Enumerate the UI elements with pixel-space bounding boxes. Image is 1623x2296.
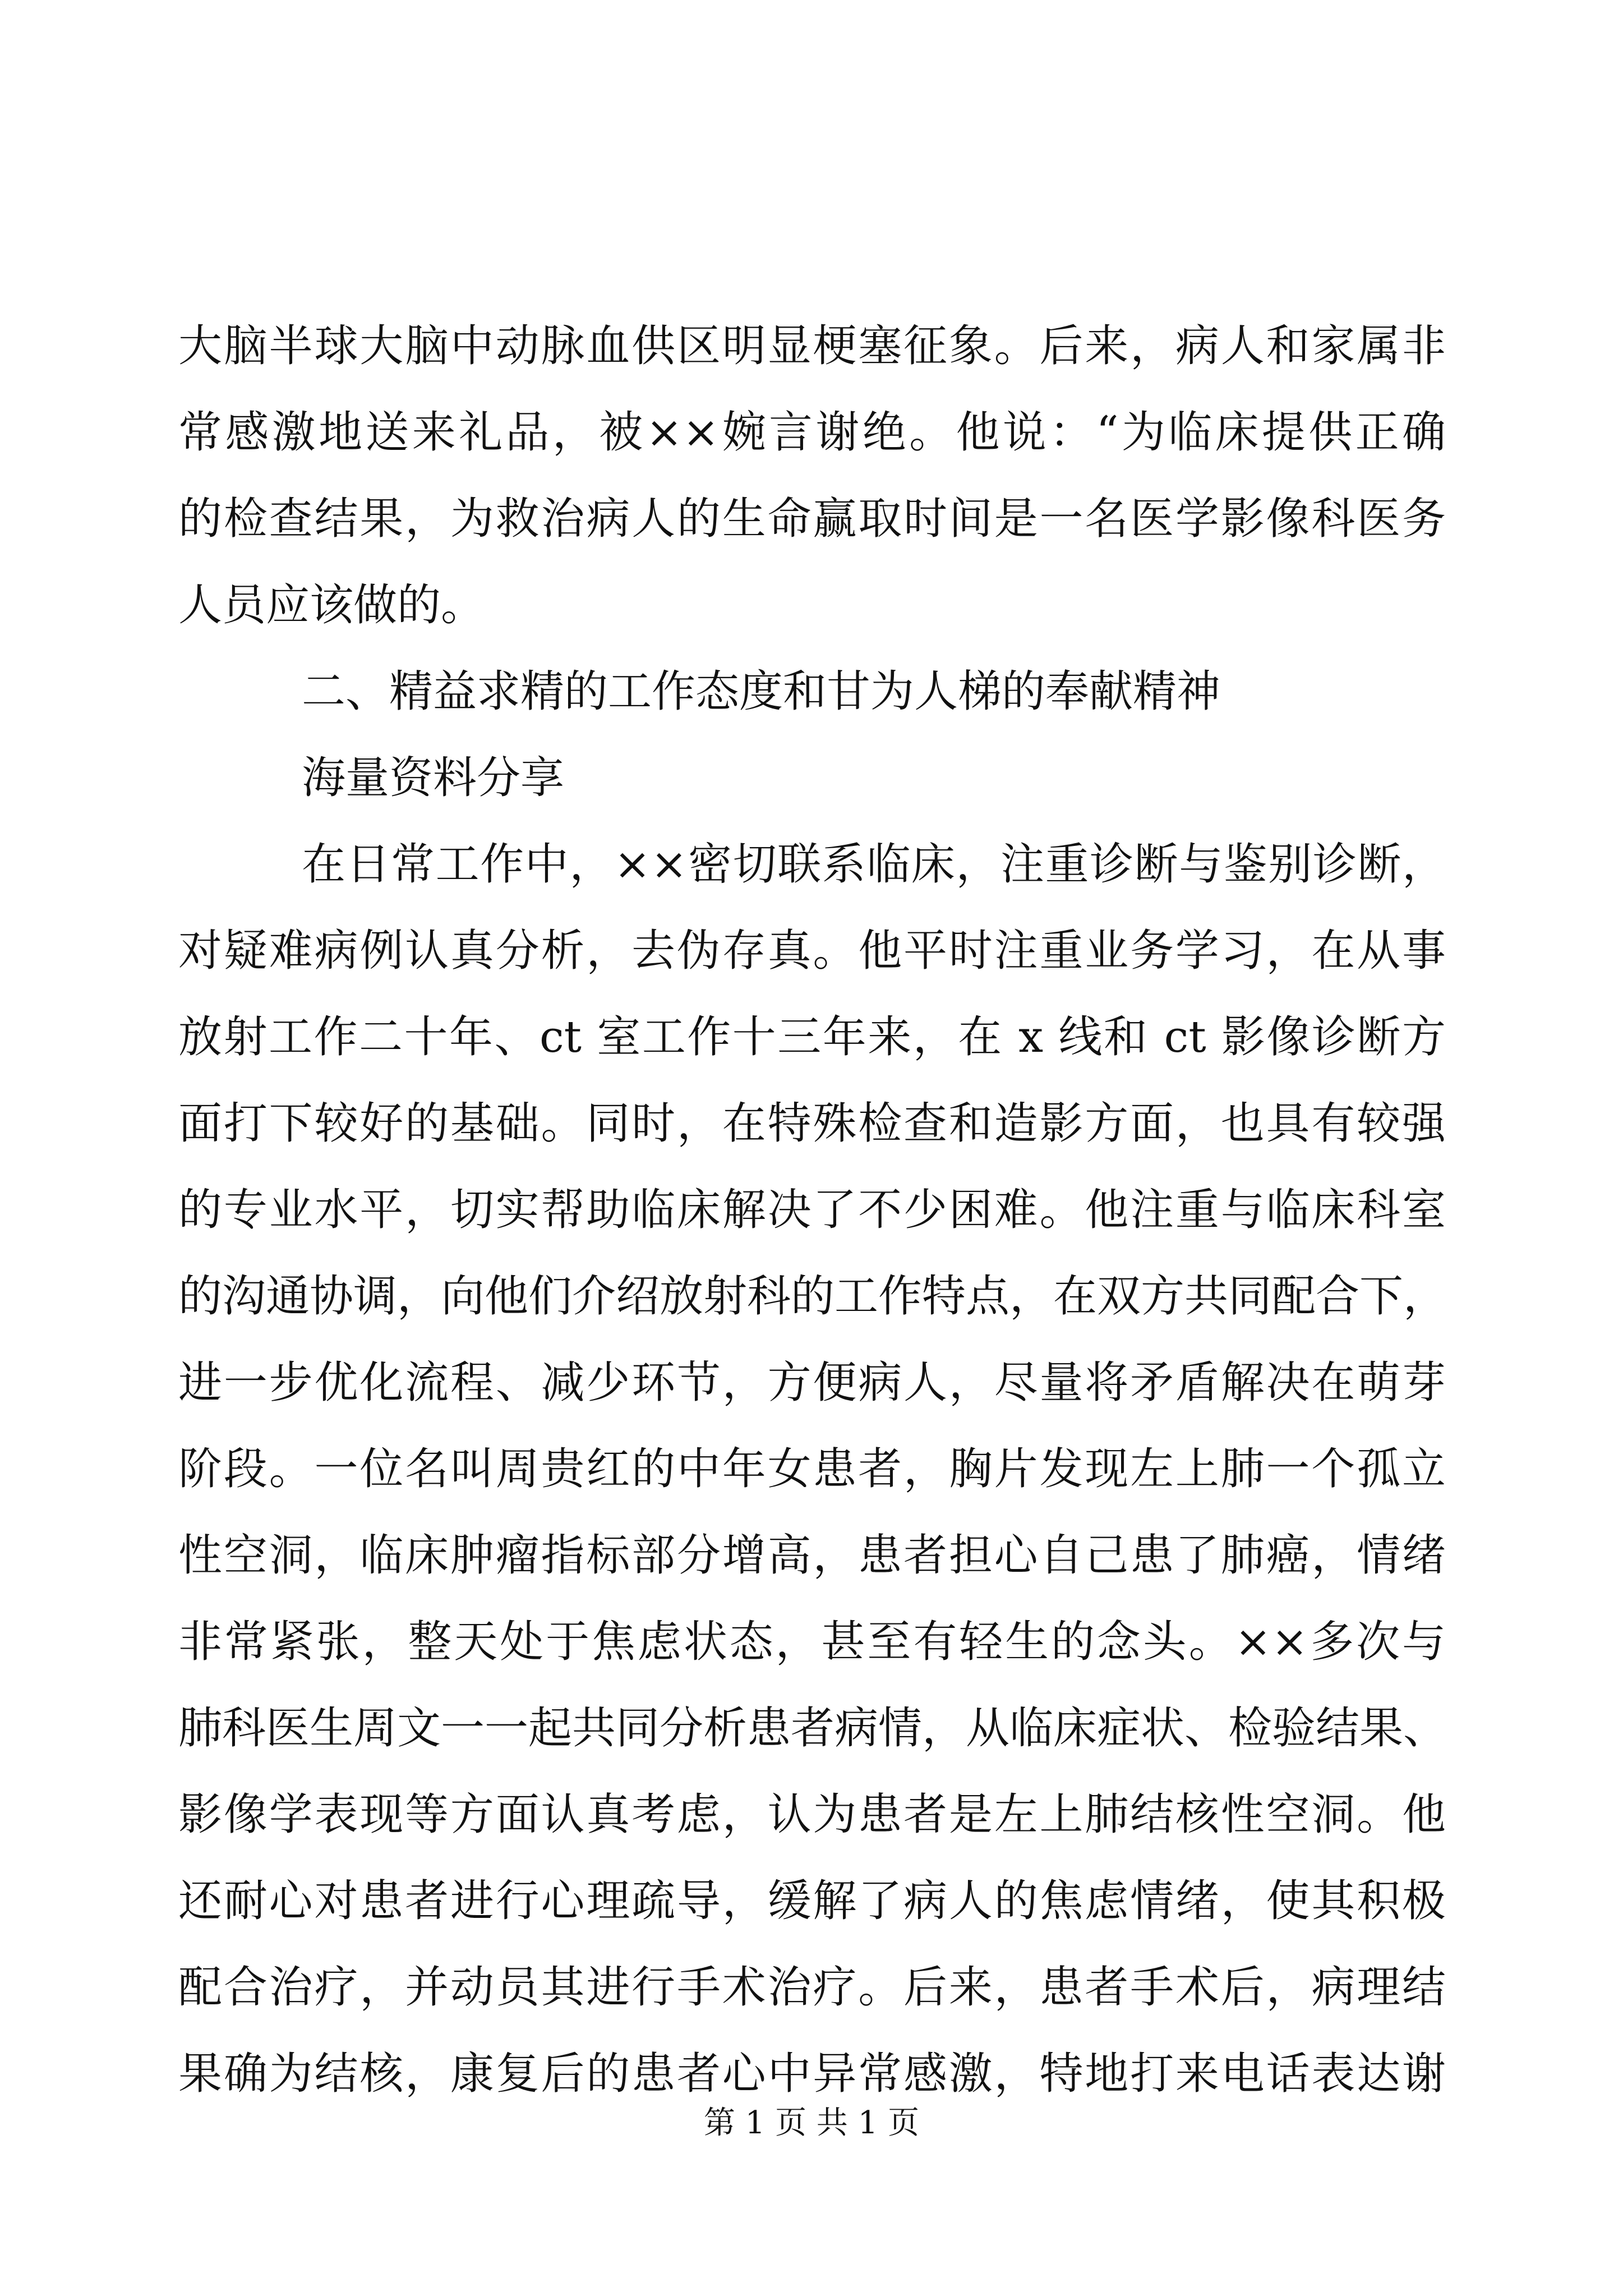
body-line: 对疑难病例认真分析，去伪存真。他平时注重业务学习，在从事 xyxy=(178,926,1446,976)
body-line: 影像学表现等方面认真考虑，认为患者是左上肺结核性空洞。他 xyxy=(178,1789,1446,1840)
body-line: 的沟通协调，向他们介绍放射科的工作特点，在双方共同配合下， xyxy=(178,1271,1447,1322)
body-line: 肺科医生周文一一起共同分析患者病情，从临床症状、检验结果、 xyxy=(178,1703,1447,1754)
page-number: 第 1 页 共 1 页 xyxy=(703,2105,920,2141)
body-line: 放射工作二十年、ct 室工作十三年来，在 x 线和 ct 影像诊断方 xyxy=(178,1012,1446,1062)
body-line: 配合治疗，并动员其进行手术治疗。后来，患者手术后，病理结 xyxy=(178,1962,1446,2013)
page-footer xyxy=(0,2101,1623,2146)
document-body xyxy=(178,303,1446,2117)
body-line: 面打下较好的基础。同时，在特殊检查和造影方面，也具有较强 xyxy=(178,1098,1446,1149)
body-line: 人员应该做的。 xyxy=(178,580,485,631)
body-line: 进一步优化流程、减少环节，方便病人，尽量将矛盾解决在萌芽 xyxy=(178,1358,1446,1408)
body-line: 非常紧张，整天处于焦虑状态，甚至有轻生的念头。××多次与 xyxy=(178,1617,1446,1667)
body-line: 在日常工作中，××密切联系临床，注重诊断与鉴别诊断， xyxy=(302,839,1446,890)
section-heading: 二、精益求精的工作态度和甘为人梯的奉献精神 xyxy=(302,666,1221,717)
body-line: 还耐心对患者进行心理疏导，缓解了病人的焦虑情绪，使其积极 xyxy=(178,1876,1446,1926)
body-line: 果确为结核，康复后的患者心中异常感激，特地打来电话表达谢 xyxy=(178,2049,1446,2099)
share-note: 海量资料分享 xyxy=(302,753,565,803)
body-line: 大脑半球大脑中动脉血供区明显梗塞征象。后来，病人和家属非 xyxy=(178,321,1446,371)
body-line: 阶段。一位名叫周贵红的中年女患者，胸片发现左上肺一个孤立 xyxy=(178,1444,1446,1494)
body-line: 性空洞，临床肿瘤指标部分增高，患者担心自己患了肺癌，情绪 xyxy=(178,1530,1446,1581)
body-line: 的专业水平，切实帮助临床解决了不少困难。他注重与临床科室 xyxy=(178,1185,1446,1235)
body-line: 常感激地送来礼品，被××婉言谢绝。他说：“为临床提供正确 xyxy=(178,407,1446,458)
body-line: 的检查结果，为救治病人的生命赢取时间是一名医学影像科医务 xyxy=(178,494,1446,544)
